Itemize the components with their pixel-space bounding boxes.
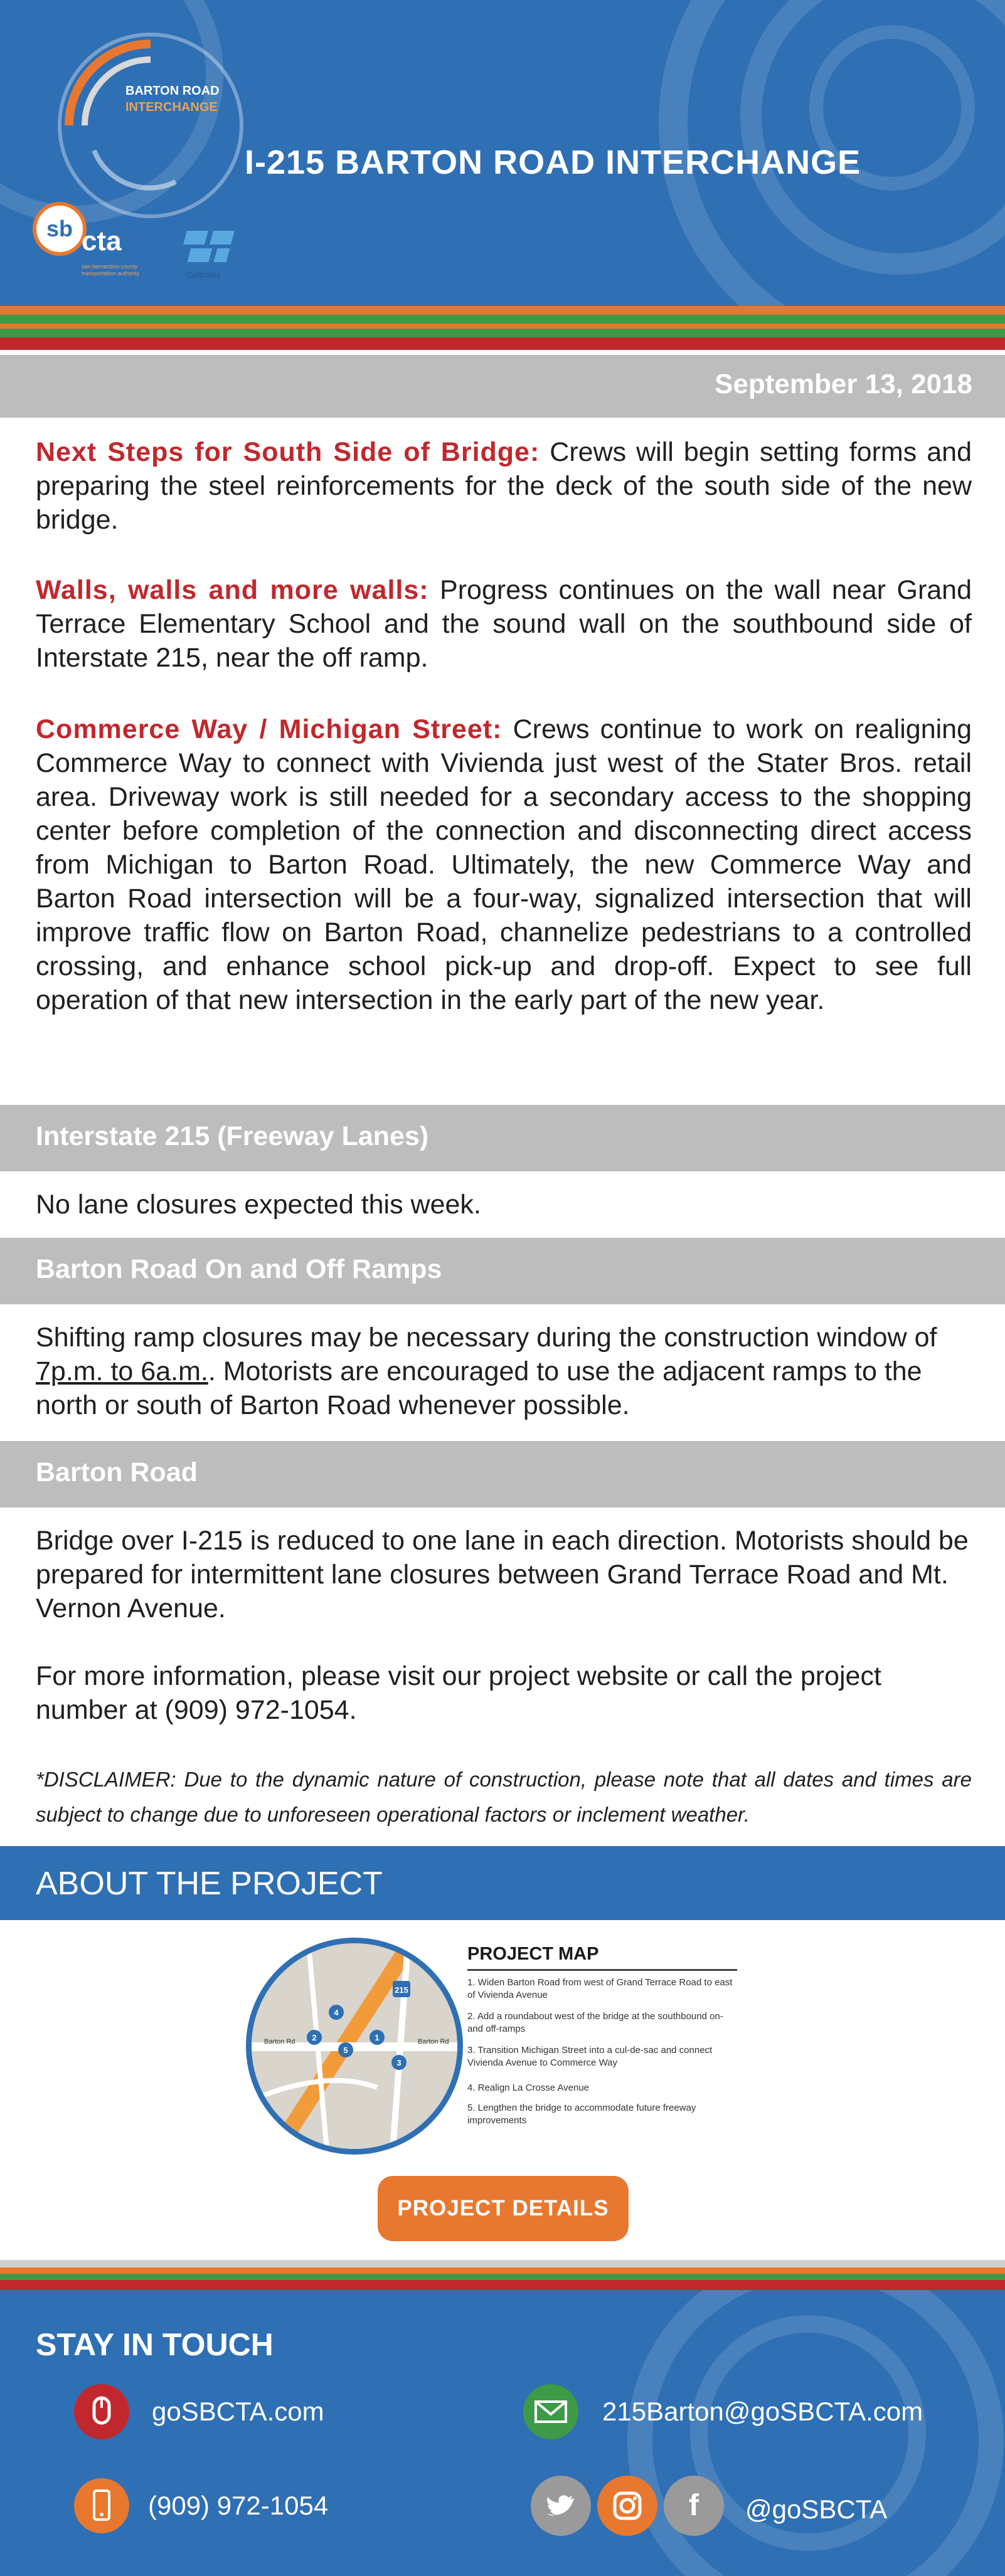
map-title: PROJECT MAP [467,1944,599,1964]
map-shield-label: 215 [395,1985,408,1995]
ramps-text-before: Shifting ramp closures may be necessary during the construction window of [36,1322,937,1353]
stripe-green [0,315,1005,324]
update-heading: Walls, walls and more walls: [36,575,429,605]
update-commerce-way [36,712,972,1017]
section-title-ramps: Barton Road On and Off Ramps [36,1254,442,1284]
sbcta-tagline: san bernardino county transportation authority [82,263,140,277]
divider [467,1969,737,1971]
stay-in-touch-title: STAY IN TOUCH [36,2327,274,2362]
stripe-orange [0,324,1005,329]
freeway-text: No lane closures expected this week. [36,1190,481,1220]
stripe-red [0,337,1005,350]
logo-wordmark [125,83,220,115]
update-heading: Next Steps for South Side of Bridge: [36,437,540,467]
stripe-gray [0,2260,1005,2267]
map-street-label: Barton Rd [264,2038,295,2045]
caltrans-label: Caltrans [186,270,221,280]
project-details-button[interactable]: PROJECT DETAILS [378,2176,629,2241]
update-text: Crews will begin setting forms and preparing the steel reinforcements for the deck of the south side of the new bridge. [36,437,972,535]
ramps-time-window: 7p.m. to 6a.m. [36,1356,208,1386]
update-text: Crews continue to work on realigning Commerce Way to connect with Vivienda just west of the Stater Bros. retail area. Driveway work is still needed for a secondary access to the shopping center before completion of the connection and disconnecting direct access from Michigan to Barton Road. Ultimately, the new Commerce Way and Barton Road intersection will be a four-way, signalized intersection that will improve traffic flow on Barton Road, channelize pedestrians to a controlled crossing, and enhance school pick-up and drop-off. Expect to see full operation of that new intersection in the early part of the new year. [36,714,972,1015]
map-marker: 3 [396,2058,401,2067]
map-marker: 5 [343,2045,348,2055]
phone-number[interactable]: (909) 972-1054 [148,2491,329,2520]
section-title-barton: Barton Road [36,1457,198,1487]
website-link[interactable]: goSBCTA.com [152,2397,324,2426]
stripe-green [0,2274,1005,2280]
social-handle[interactable]: @goSBCTA [745,2494,888,2524]
stripe-green [0,329,1005,337]
map-street-label: Barton Rd [418,2038,449,2045]
map-marker: 1 [375,2033,380,2042]
logo-line2: INTERCHANGE [125,100,218,114]
barton-text: Bridge over I-215 is reduced to one lane in each direction. Motorists should be prepared for intermittent lane closures between Grand Terrace Road and Mt. Vernon Avenue. [36,1526,969,1623]
email-link[interactable]: 215Barton@goSBCTA.com [602,2397,923,2426]
logo-line1: BARTON ROAD [125,84,220,98]
project-map-image [246,1938,463,2155]
map-list-item: 5. Lengthen the bridge to accommodate future freeway improvements [467,2103,696,2126]
stripe-orange [0,2267,1005,2274]
update-text: Progress continues on the wall near Grand Terrace Elementary School and the sound wall on the southbound side of Interstate 215, near the off ramp. [36,575,972,673]
map-list-item: 3. Transition Michigan Street into a cul-de-sac and connect Vivienda Avenue to Commerce Way [467,2045,713,2068]
sbcta-logo [33,202,87,256]
sbcta-wordmark: cta [82,226,122,256]
disclaimer: *DISCLAIMER: Due to the dynamic nature of construction, please note that all dates and times are subject to change due to unforeseen operational factors or inclement weather. [36,1768,972,1826]
stripe-red [0,2280,1005,2290]
map-list-item: 1. Widen Barton Road from west of Grand Terrace Road to east of Vivienda Avenue [467,1977,733,2000]
section-title-freeway: Interstate 215 (Freeway Lanes) [36,1121,429,1151]
about-title: ABOUT THE PROJECT [36,1866,383,1902]
instagram-icon[interactable] [597,2476,657,2536]
facebook-icon[interactable]: f [664,2476,724,2536]
website-icon[interactable] [74,2384,129,2439]
ramps-text [36,1321,972,1422]
update-walls [36,573,972,675]
email-icon[interactable] [523,2384,578,2439]
caltrans-logo [182,226,245,273]
phone-icon[interactable] [74,2478,129,2533]
interchange-logo [50,25,251,226]
map-list-item: 4. Realign La Crosse Avenue [467,2082,590,2093]
sbcta-mark: sb [33,202,87,256]
map-marker: 4 [334,2008,339,2017]
twitter-icon[interactable] [531,2476,591,2536]
map-marker: 2 [312,2033,317,2042]
more-info-text: For more information, please visit our project website or call the project number at (909) 972-1054. [36,1661,881,1725]
issue-date: September 13, 2018 [715,369,972,399]
update-south-side [36,435,972,537]
ramps-text-after: . Motorists are encouraged to use the adjacent ramps to the north or south of Barton Road whenever possible. [36,1356,922,1420]
stripe-orange [0,306,1005,315]
update-heading: Commerce Way / Michigan Street: [36,714,502,744]
page-title: I-215 BARTON ROAD INTERCHANGE [245,144,861,181]
map-list-item: 2. Add a roundabout west of the bridge at the southbound on- and off-ramps [467,2011,723,2034]
